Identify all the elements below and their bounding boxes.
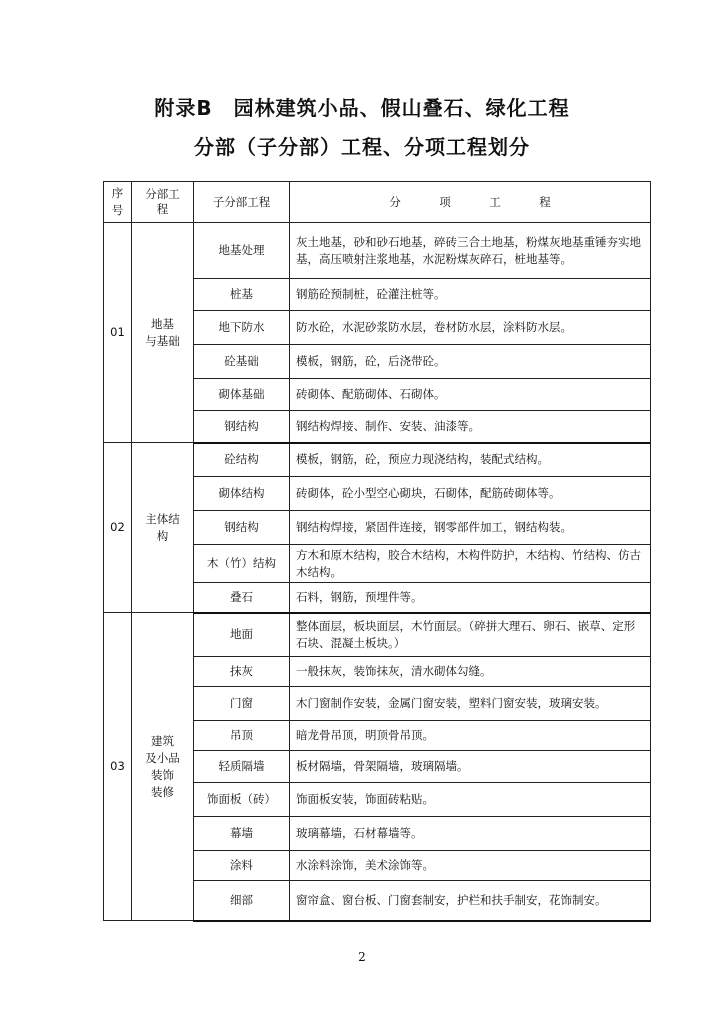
subdivision-cell: 钢结构 (194, 411, 290, 443)
item-cell: 饰面板安装，饰面砖粘贴。 (290, 783, 651, 817)
subdivision-cell: 抹灰 (194, 657, 290, 687)
subdivision-cell: 细部 (194, 881, 290, 921)
page-number: 2 (358, 950, 366, 964)
division-table (103, 181, 651, 922)
item-cell: 砖砌体，砼小型空心砌块，石砌体，配筋砖砌体等。 (290, 477, 651, 511)
header-seq: 序号 (104, 182, 132, 223)
page-title: 附录B 园林建筑小品、假山叠石、绿化工程 (154, 96, 570, 120)
subdivision-cell: 轻质隔墙 (194, 751, 290, 783)
group-part: 主体结 构 (132, 443, 194, 613)
table-row (104, 613, 651, 657)
item-cell: 钢结构焊接、制作、安装、油漆等。 (290, 411, 651, 443)
subdivision-cell: 砼基础 (194, 345, 290, 379)
subdivision-cell: 门窗 (194, 687, 290, 721)
page-subtitle: 分部（子分部）工程、分项工程划分 (194, 135, 530, 159)
table-row (104, 443, 651, 477)
subdivision-cell: 砌体结构 (194, 477, 290, 511)
subdivision-cell: 木（竹）结构 (194, 545, 290, 583)
item-cell: 模板，钢筋，砼，后浇带砼。 (290, 345, 651, 379)
subdivision-cell: 地下防水 (194, 311, 290, 345)
item-cell: 石料，钢筋，预埋件等。 (290, 583, 651, 613)
table-body (104, 223, 651, 921)
item-cell: 整体面层，板块面层，木竹面层。（碎拼大理石、卵石、嵌草、定形石块、混凝土板块。） (290, 613, 651, 657)
header-item (290, 182, 651, 223)
header-item-char: 分 (389, 194, 401, 209)
item-cell: 暗龙骨吊顶，明顶骨吊顶。 (290, 721, 651, 751)
subdivision-cell: 地面 (194, 613, 290, 657)
item-cell: 窗帘盒、窗台板、门窗套制安，护栏和扶手制安，花饰制安。 (290, 881, 651, 921)
item-cell: 砖砌体、配筋砌体、石砌体。 (290, 379, 651, 411)
header-sub: 子分部工程 (194, 182, 290, 223)
subdivision-cell: 幕墙 (194, 817, 290, 851)
item-cell: 玻璃幕墙，石材幕墙等。 (290, 817, 651, 851)
group-seq: 03 (104, 613, 132, 921)
group-part: 建筑 及小品 装饰 装修 (132, 613, 194, 921)
item-cell: 一般抹灰，装饰抹灰，清水砌体勾缝。 (290, 657, 651, 687)
group-part: 地基 与基础 (132, 223, 194, 443)
subdivision-cell: 钢结构 (194, 511, 290, 545)
item-cell: 灰土地基，砂和砂石地基，碎砖三合土地基，粉煤灰地基重锤夯实地基，高压喷射注浆地基，水泥粉煤灰碎石，桩地基等。 (290, 223, 651, 279)
table-row (104, 223, 651, 279)
item-cell: 水涂料涂饰，美术涂饰等。 (290, 851, 651, 881)
header-part: 分部工 程 (132, 182, 194, 223)
item-cell: 钢筋砼预制桩，砼灌注桩等。 (290, 279, 651, 311)
item-cell: 防水砼，水泥砂浆防水层，卷材防水层，涂料防水层。 (290, 311, 651, 345)
subdivision-cell: 地基处理 (194, 223, 290, 279)
subdivision-cell: 饰面板（砖） (194, 783, 290, 817)
subdivision-cell: 砌体基础 (194, 379, 290, 411)
subdivision-cell: 桩基 (194, 279, 290, 311)
subdivision-cell: 涂料 (194, 851, 290, 881)
group-seq: 02 (104, 443, 132, 613)
item-cell: 模板，钢筋，砼，预应力现浇结构，装配式结构。 (290, 443, 651, 477)
item-cell: 木门窗制作安装，金属门窗安装，塑料门窗安装，玻璃安装。 (290, 687, 651, 721)
item-cell: 板材隔墙，骨架隔墙，玻璃隔墙。 (290, 751, 651, 783)
subdivision-cell: 吊顶 (194, 721, 290, 751)
header-item-char: 程 (539, 194, 551, 209)
group-seq: 01 (104, 223, 132, 443)
header-item-char: 项 (439, 194, 451, 209)
subdivision-cell: 叠石 (194, 583, 290, 613)
header-item-char: 工 (489, 194, 501, 209)
table-header-row (104, 182, 651, 223)
subdivision-cell: 砼结构 (194, 443, 290, 477)
item-cell: 钢结构焊接，紧固件连接，钢零部件加工，钢结构装。 (290, 511, 651, 545)
item-cell: 方木和原木结构，胶合木结构，木构件防护，木结构、竹结构、仿古木结构。 (290, 545, 651, 583)
